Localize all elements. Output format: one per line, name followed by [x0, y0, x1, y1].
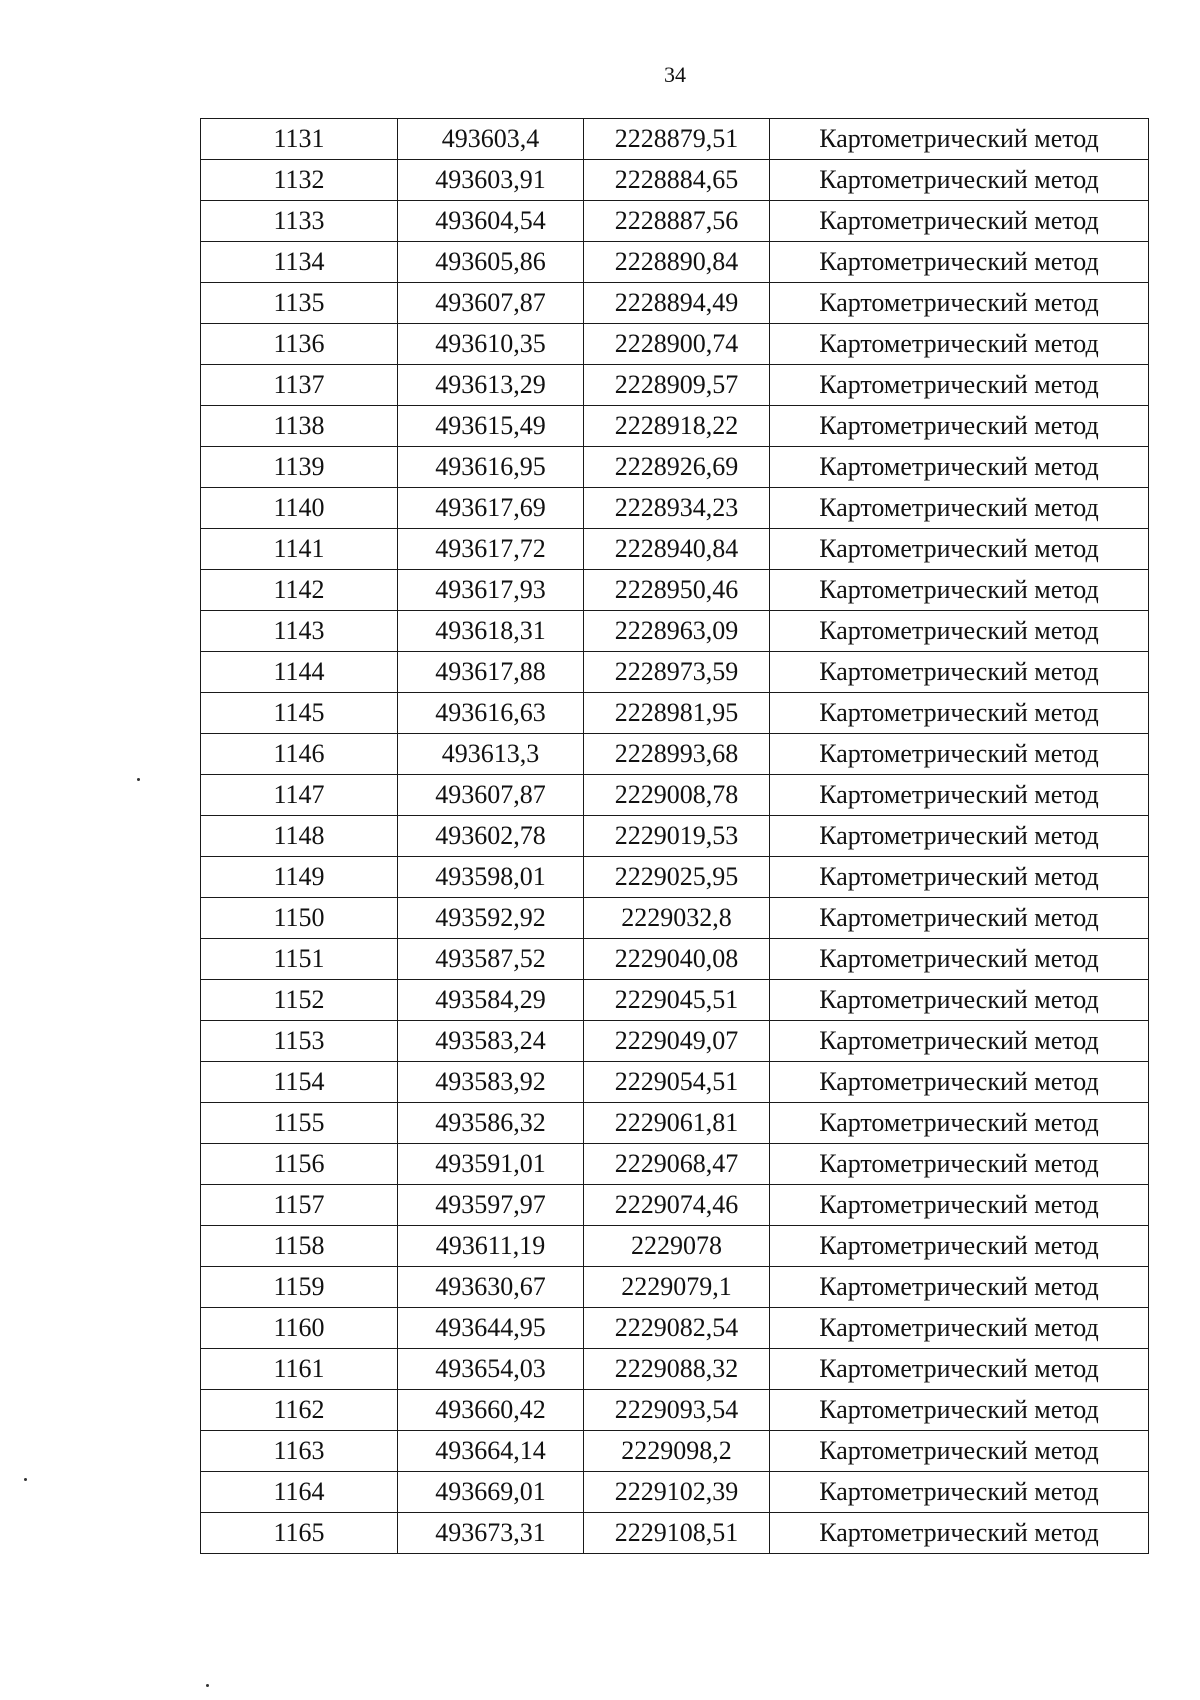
x-coordinate-cell: 493587,52	[398, 939, 584, 980]
x-coordinate-cell: 493605,86	[398, 242, 584, 283]
table-row	[201, 1390, 1149, 1431]
point-number-cell: 1134	[201, 242, 398, 283]
table-row	[201, 283, 1149, 324]
method-cell: Картометрический метод	[770, 447, 1149, 488]
x-coordinate-cell: 493607,87	[398, 775, 584, 816]
method-cell: Картометрический метод	[770, 857, 1149, 898]
point-number-cell: 1138	[201, 406, 398, 447]
table-row	[201, 488, 1149, 529]
table-row	[201, 365, 1149, 406]
table-row	[201, 1021, 1149, 1062]
point-number-cell: 1137	[201, 365, 398, 406]
y-coordinate-cell: 2229074,46	[584, 1185, 770, 1226]
coordinates-table	[200, 118, 1149, 1554]
x-coordinate-cell: 493617,93	[398, 570, 584, 611]
table-row	[201, 1431, 1149, 1472]
table-row	[201, 1226, 1149, 1267]
table-row	[201, 898, 1149, 939]
method-cell: Картометрический метод	[770, 1226, 1149, 1267]
table-body	[201, 119, 1149, 1554]
method-cell: Картометрический метод	[770, 283, 1149, 324]
table-row	[201, 857, 1149, 898]
table-row	[201, 693, 1149, 734]
x-coordinate-cell: 493611,19	[398, 1226, 584, 1267]
method-cell: Картометрический метод	[770, 1431, 1149, 1472]
method-cell: Картометрический метод	[770, 775, 1149, 816]
table-row	[201, 1513, 1149, 1554]
point-number-cell: 1159	[201, 1267, 398, 1308]
method-cell: Картометрический метод	[770, 939, 1149, 980]
method-cell: Картометрический метод	[770, 119, 1149, 160]
x-coordinate-cell: 493613,3	[398, 734, 584, 775]
y-coordinate-cell: 2229008,78	[584, 775, 770, 816]
point-number-cell: 1155	[201, 1103, 398, 1144]
table-row	[201, 775, 1149, 816]
y-coordinate-cell: 2229061,81	[584, 1103, 770, 1144]
y-coordinate-cell: 2229078	[584, 1226, 770, 1267]
x-coordinate-cell: 493644,95	[398, 1308, 584, 1349]
point-number-cell: 1154	[201, 1062, 398, 1103]
x-coordinate-cell: 493673,31	[398, 1513, 584, 1554]
table-row	[201, 529, 1149, 570]
table-row	[201, 1144, 1149, 1185]
point-number-cell: 1144	[201, 652, 398, 693]
y-coordinate-cell: 2229102,39	[584, 1472, 770, 1513]
x-coordinate-cell: 493591,01	[398, 1144, 584, 1185]
method-cell: Картометрический метод	[770, 898, 1149, 939]
y-coordinate-cell: 2228894,49	[584, 283, 770, 324]
method-cell: Картометрический метод	[770, 1513, 1149, 1554]
y-coordinate-cell: 2228918,22	[584, 406, 770, 447]
method-cell: Картометрический метод	[770, 160, 1149, 201]
x-coordinate-cell: 493603,91	[398, 160, 584, 201]
table-row	[201, 242, 1149, 283]
y-coordinate-cell: 2228963,09	[584, 611, 770, 652]
method-cell: Картометрический метод	[770, 1185, 1149, 1226]
x-coordinate-cell: 493616,95	[398, 447, 584, 488]
y-coordinate-cell: 2228879,51	[584, 119, 770, 160]
scan-speck	[206, 1684, 209, 1687]
table-row	[201, 980, 1149, 1021]
point-number-cell: 1133	[201, 201, 398, 242]
point-number-cell: 1161	[201, 1349, 398, 1390]
y-coordinate-cell: 2228950,46	[584, 570, 770, 611]
method-cell: Картометрический метод	[770, 201, 1149, 242]
point-number-cell: 1164	[201, 1472, 398, 1513]
method-cell: Картометрический метод	[770, 980, 1149, 1021]
x-coordinate-cell: 493616,63	[398, 693, 584, 734]
method-cell: Картометрический метод	[770, 1472, 1149, 1513]
method-cell: Картометрический метод	[770, 816, 1149, 857]
point-number-cell: 1141	[201, 529, 398, 570]
point-number-cell: 1131	[201, 119, 398, 160]
point-number-cell: 1148	[201, 816, 398, 857]
y-coordinate-cell: 2229019,53	[584, 816, 770, 857]
table-row	[201, 652, 1149, 693]
y-coordinate-cell: 2228993,68	[584, 734, 770, 775]
table-row	[201, 1103, 1149, 1144]
y-coordinate-cell: 2229079,1	[584, 1267, 770, 1308]
y-coordinate-cell: 2229093,54	[584, 1390, 770, 1431]
point-number-cell: 1165	[201, 1513, 398, 1554]
table-row	[201, 119, 1149, 160]
method-cell: Картометрический метод	[770, 1267, 1149, 1308]
x-coordinate-cell: 493618,31	[398, 611, 584, 652]
y-coordinate-cell: 2229068,47	[584, 1144, 770, 1185]
x-coordinate-cell: 493664,14	[398, 1431, 584, 1472]
point-number-cell: 1136	[201, 324, 398, 365]
point-number-cell: 1145	[201, 693, 398, 734]
table-row	[201, 160, 1149, 201]
y-coordinate-cell: 2228909,57	[584, 365, 770, 406]
table-row	[201, 324, 1149, 365]
table-row	[201, 570, 1149, 611]
point-number-cell: 1151	[201, 939, 398, 980]
page-number: 34	[664, 62, 686, 87]
y-coordinate-cell: 2228890,84	[584, 242, 770, 283]
y-coordinate-cell: 2229054,51	[584, 1062, 770, 1103]
y-coordinate-cell: 2229098,2	[584, 1431, 770, 1472]
point-number-cell: 1143	[201, 611, 398, 652]
point-number-cell: 1149	[201, 857, 398, 898]
y-coordinate-cell: 2228887,56	[584, 201, 770, 242]
table-row	[201, 447, 1149, 488]
point-number-cell: 1135	[201, 283, 398, 324]
x-coordinate-cell: 493617,69	[398, 488, 584, 529]
point-number-cell: 1152	[201, 980, 398, 1021]
scan-speck	[137, 778, 140, 781]
table-row	[201, 406, 1149, 447]
method-cell: Картометрический метод	[770, 652, 1149, 693]
x-coordinate-cell: 493586,32	[398, 1103, 584, 1144]
method-cell: Картометрический метод	[770, 693, 1149, 734]
method-cell: Картометрический метод	[770, 242, 1149, 283]
table-row	[201, 611, 1149, 652]
table-row	[201, 1349, 1149, 1390]
method-cell: Картометрический метод	[770, 406, 1149, 447]
x-coordinate-cell: 493604,54	[398, 201, 584, 242]
table-row	[201, 816, 1149, 857]
method-cell: Картометрический метод	[770, 734, 1149, 775]
y-coordinate-cell: 2229082,54	[584, 1308, 770, 1349]
x-coordinate-cell: 493583,24	[398, 1021, 584, 1062]
point-number-cell: 1150	[201, 898, 398, 939]
method-cell: Картометрический метод	[770, 1062, 1149, 1103]
point-number-cell: 1140	[201, 488, 398, 529]
x-coordinate-cell: 493669,01	[398, 1472, 584, 1513]
table-row	[201, 1267, 1149, 1308]
method-cell: Картометрический метод	[770, 1021, 1149, 1062]
y-coordinate-cell: 2229025,95	[584, 857, 770, 898]
point-number-cell: 1146	[201, 734, 398, 775]
point-number-cell: 1156	[201, 1144, 398, 1185]
x-coordinate-cell: 493660,42	[398, 1390, 584, 1431]
method-cell: Картометрический метод	[770, 1390, 1149, 1431]
method-cell: Картометрический метод	[770, 529, 1149, 570]
table-row	[201, 1472, 1149, 1513]
point-number-cell: 1147	[201, 775, 398, 816]
point-number-cell: 1142	[201, 570, 398, 611]
point-number-cell: 1132	[201, 160, 398, 201]
table-row	[201, 939, 1149, 980]
method-cell: Картометрический метод	[770, 1349, 1149, 1390]
y-coordinate-cell: 2228926,69	[584, 447, 770, 488]
x-coordinate-cell: 493602,78	[398, 816, 584, 857]
method-cell: Картометрический метод	[770, 1308, 1149, 1349]
point-number-cell: 1157	[201, 1185, 398, 1226]
y-coordinate-cell: 2228973,59	[584, 652, 770, 693]
y-coordinate-cell: 2228884,65	[584, 160, 770, 201]
x-coordinate-cell: 493592,92	[398, 898, 584, 939]
point-number-cell: 1163	[201, 1431, 398, 1472]
y-coordinate-cell: 2229088,32	[584, 1349, 770, 1390]
y-coordinate-cell: 2228900,74	[584, 324, 770, 365]
y-coordinate-cell: 2229032,8	[584, 898, 770, 939]
y-coordinate-cell: 2229049,07	[584, 1021, 770, 1062]
x-coordinate-cell: 493597,97	[398, 1185, 584, 1226]
x-coordinate-cell: 493630,67	[398, 1267, 584, 1308]
table-row	[201, 734, 1149, 775]
x-coordinate-cell: 493610,35	[398, 324, 584, 365]
scan-speck	[24, 1478, 27, 1481]
table-row	[201, 1062, 1149, 1103]
point-number-cell: 1162	[201, 1390, 398, 1431]
x-coordinate-cell: 493617,72	[398, 529, 584, 570]
x-coordinate-cell: 493617,88	[398, 652, 584, 693]
method-cell: Картометрический метод	[770, 611, 1149, 652]
table-row	[201, 201, 1149, 242]
method-cell: Картометрический метод	[770, 324, 1149, 365]
x-coordinate-cell: 493654,03	[398, 1349, 584, 1390]
y-coordinate-cell: 2229108,51	[584, 1513, 770, 1554]
point-number-cell: 1160	[201, 1308, 398, 1349]
point-number-cell: 1139	[201, 447, 398, 488]
table-row	[201, 1308, 1149, 1349]
point-number-cell: 1158	[201, 1226, 398, 1267]
method-cell: Картометрический метод	[770, 1103, 1149, 1144]
method-cell: Картометрический метод	[770, 365, 1149, 406]
method-cell: Картометрический метод	[770, 488, 1149, 529]
method-cell: Картометрический метод	[770, 1144, 1149, 1185]
x-coordinate-cell: 493584,29	[398, 980, 584, 1021]
y-coordinate-cell: 2229040,08	[584, 939, 770, 980]
table-row	[201, 1185, 1149, 1226]
y-coordinate-cell: 2228940,84	[584, 529, 770, 570]
x-coordinate-cell: 493598,01	[398, 857, 584, 898]
x-coordinate-cell: 493613,29	[398, 365, 584, 406]
y-coordinate-cell: 2228981,95	[584, 693, 770, 734]
x-coordinate-cell: 493603,4	[398, 119, 584, 160]
x-coordinate-cell: 493607,87	[398, 283, 584, 324]
method-cell: Картометрический метод	[770, 570, 1149, 611]
y-coordinate-cell: 2229045,51	[584, 980, 770, 1021]
x-coordinate-cell: 493583,92	[398, 1062, 584, 1103]
y-coordinate-cell: 2228934,23	[584, 488, 770, 529]
x-coordinate-cell: 493615,49	[398, 406, 584, 447]
point-number-cell: 1153	[201, 1021, 398, 1062]
